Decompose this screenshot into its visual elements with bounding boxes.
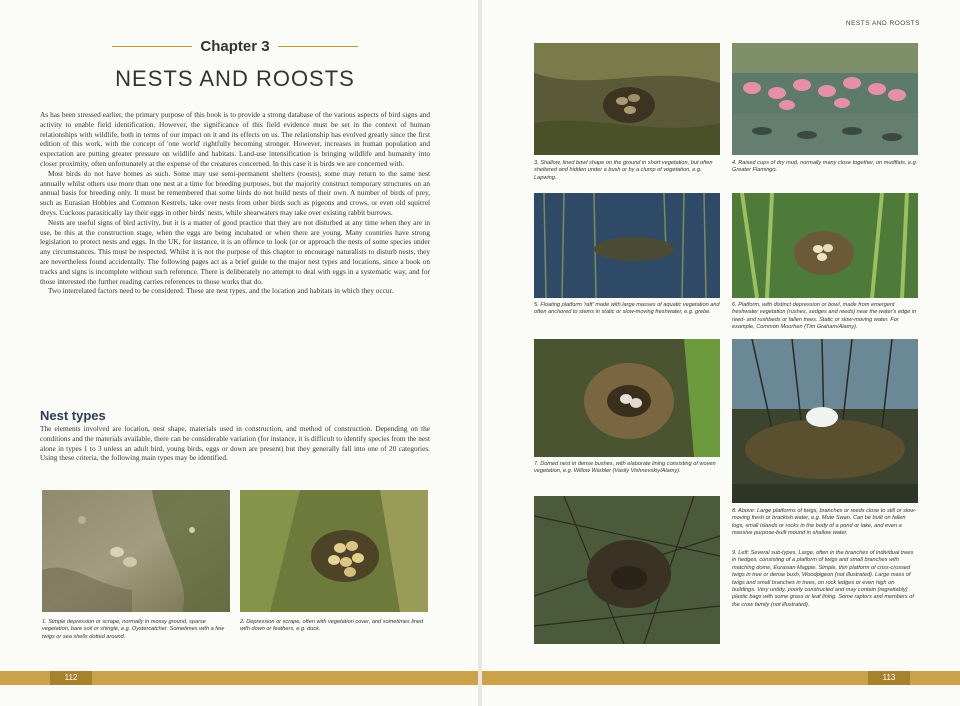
- caption-9: 9. Left: Several sub-types. Large, often in the branches of individual trees in hedges, consisting of a platform of twigs and small branches with matching dome, Eurasian Magpie. Simple, thin platform of criss-crossed twigs in tree or dense bush, Woodpigeon (not illustrated). Large mass of twigs and small branches in trees, on rock ledges or even high on buildings. Very untidy, poorly constructed and may contain (regrettably) plastic bags with some grass or leaf lining. Some raptors and members of the crow family (not illustrated).: [732, 550, 914, 608]
- chapter-label: Chapter 3: [200, 37, 270, 55]
- section-paragraph: The elements involved are location, nest shape, materials used in construction, and method of construction. Depending on the conditions and the materials available, there can be considerable variation (for instance, it is difficult to identify species from the nest alone in types 1 to 3 unless an adult bird, young birds, eggs or down are present) but they generally fall into one of 20 categories. Using these criteria, the following main types may be identified.: [40, 424, 430, 463]
- intro-paragraph: Nests are useful signs of bird activity, but it is a matter of good practice that they are not disturbed at any time when they are in use, be this at the construction stage, when the eggs are being incubated or when there are young. Many countries have strong legislation to protect nests and eggs. In the UK, for instance, it is an offence to look (or or approach the nests of some species under any circumstances. This must be respected. Whilst it is not the purpose of this chapter to encourage naturalists to disturb nests, they are nevertheless found accidentally. The following pages act as a brief guide to the major nest types and locations, since a book on tracks and signs is incomplete without such reference. There is deliberately no attempt to deal with eggs in a systematic way, and for those interested the further reading carries references to those works that do.: [40, 217, 430, 286]
- page-number-right: 113: [868, 671, 910, 685]
- intro-text: [40, 110, 430, 296]
- caption-4: 4. Raised cups of dry mud, normally many close together, on mudflats, e.g. Greater Flamingo.: [732, 160, 918, 174]
- photo-grebe-raft: [534, 193, 720, 298]
- caption-6: 6. Platform, with distinct depression or bowl, made from emergent freshwater vegetation (rushes, sedges and reeds) near the water's edge in reed- and rushbeds or fallen trees. Static or slow-moving water. For example, Common Moorhen (Tim Graham/Alamy).: [732, 302, 917, 331]
- photo-magpie-nest: [534, 496, 720, 644]
- section-text: [40, 424, 430, 463]
- intro-paragraph: Most birds do not have homes as such. Some may use semi-permanent shelters (roosts), some may return to the same nest annually whilst others use more than one nest at a time for breeding purposes, but the majority construct temporary structures on an annual basis for breeding only. It must be remembered that some birds do not build nests of their own. A number of birds of prey, such as Eurasian Hobbies and Common Kestrels, take over nests from other birds such as pigeons and crows, or even old squirrel dreys. Cuckoos parasitically lay their eggs in other birds' nests, while shearwaters may take over existing rabbit burrows.: [40, 168, 430, 217]
- intro-paragraph: As has been stressed earlier, the primary purpose of this book is to provide a strong database of the various aspects of bird signs and activity to enable field identification. However, the significance of this field evidence must be set in the context of human relationships with wildlife, both in terms of our impact on it and its effects on us. The relationship has evolved greatly since the first edition of this work, with the concept of 'one world' rightfully becoming stronger. However, increases in human population and expectation are putting greater pressure on wildlife and habitats. Land-use intensification is bringing wildlife and humanity into closer proximity, often unfortunately at the expense of the creatures concerned. In this case it is birds we are concerned with.: [40, 110, 430, 168]
- caption-2: 2. Depression or scrape, often with vegetation cover, and sometimes lined with down or feathers, e.g. duck.: [240, 619, 424, 633]
- running-head: NESTS AND ROOSTS: [845, 20, 920, 27]
- page-number-left: 112: [50, 671, 92, 685]
- photo-moorhen-nest: [732, 193, 918, 298]
- photo-flamingo-colony: [732, 43, 918, 155]
- photo-scrape-nest: [42, 490, 230, 612]
- caption-7: 7. Domed nest in dense bushes, with elaborate lining consisting of woven vegetation, e.g. Willow Warbler (Vasily Vishnevskiy/Alamy).: [534, 461, 716, 475]
- intro-paragraph: Two interrelated factors need to be considered. These are nest types, and the location and habitats in which they occur.: [48, 286, 394, 296]
- chapter-header: [112, 36, 358, 56]
- caption-8: 8. Above: Large platforms of twigs, branches or reeds close to still or slow-moving fresh or brackish water, e.g. Mute Swan. Can be built on fallen logs, small islands or rocks in the body of a pond or lake, and even a massive purpose-built mound in shallow water.: [732, 508, 917, 537]
- photo-swan-nest: [732, 339, 918, 503]
- section-heading: Nest types: [40, 408, 106, 423]
- caption-5: 5. Floating platform 'raft' made with large masses of aquatic vegetation and often anchored to stems in static or slow-moving freshwater, e.g. grebe.: [534, 302, 720, 316]
- right-page: [482, 0, 960, 706]
- left-page: [0, 0, 478, 706]
- photo-lapwing-nest: [534, 43, 720, 155]
- photo-warbler-nest: [534, 339, 720, 457]
- chapter-rule-left: [112, 46, 192, 47]
- chapter-rule-right: [278, 46, 358, 47]
- caption-1: 1. Simple depression or scrape, normally in mossy ground, sparse vegetation, bare soil or shingle, e.g. Oystercatcher. Sometimes with a few twigs or sea shells dotted around.: [42, 619, 224, 640]
- page-title: NESTS AND ROOSTS: [115, 66, 355, 91]
- caption-3: 3. Shallow, lined bowl shape on the ground in short vegetation, but often sheltered and hidden under a bush or by a clump of vegetation, e.g. Lapwing.: [534, 160, 713, 181]
- photo-duck-nest: [240, 490, 428, 612]
